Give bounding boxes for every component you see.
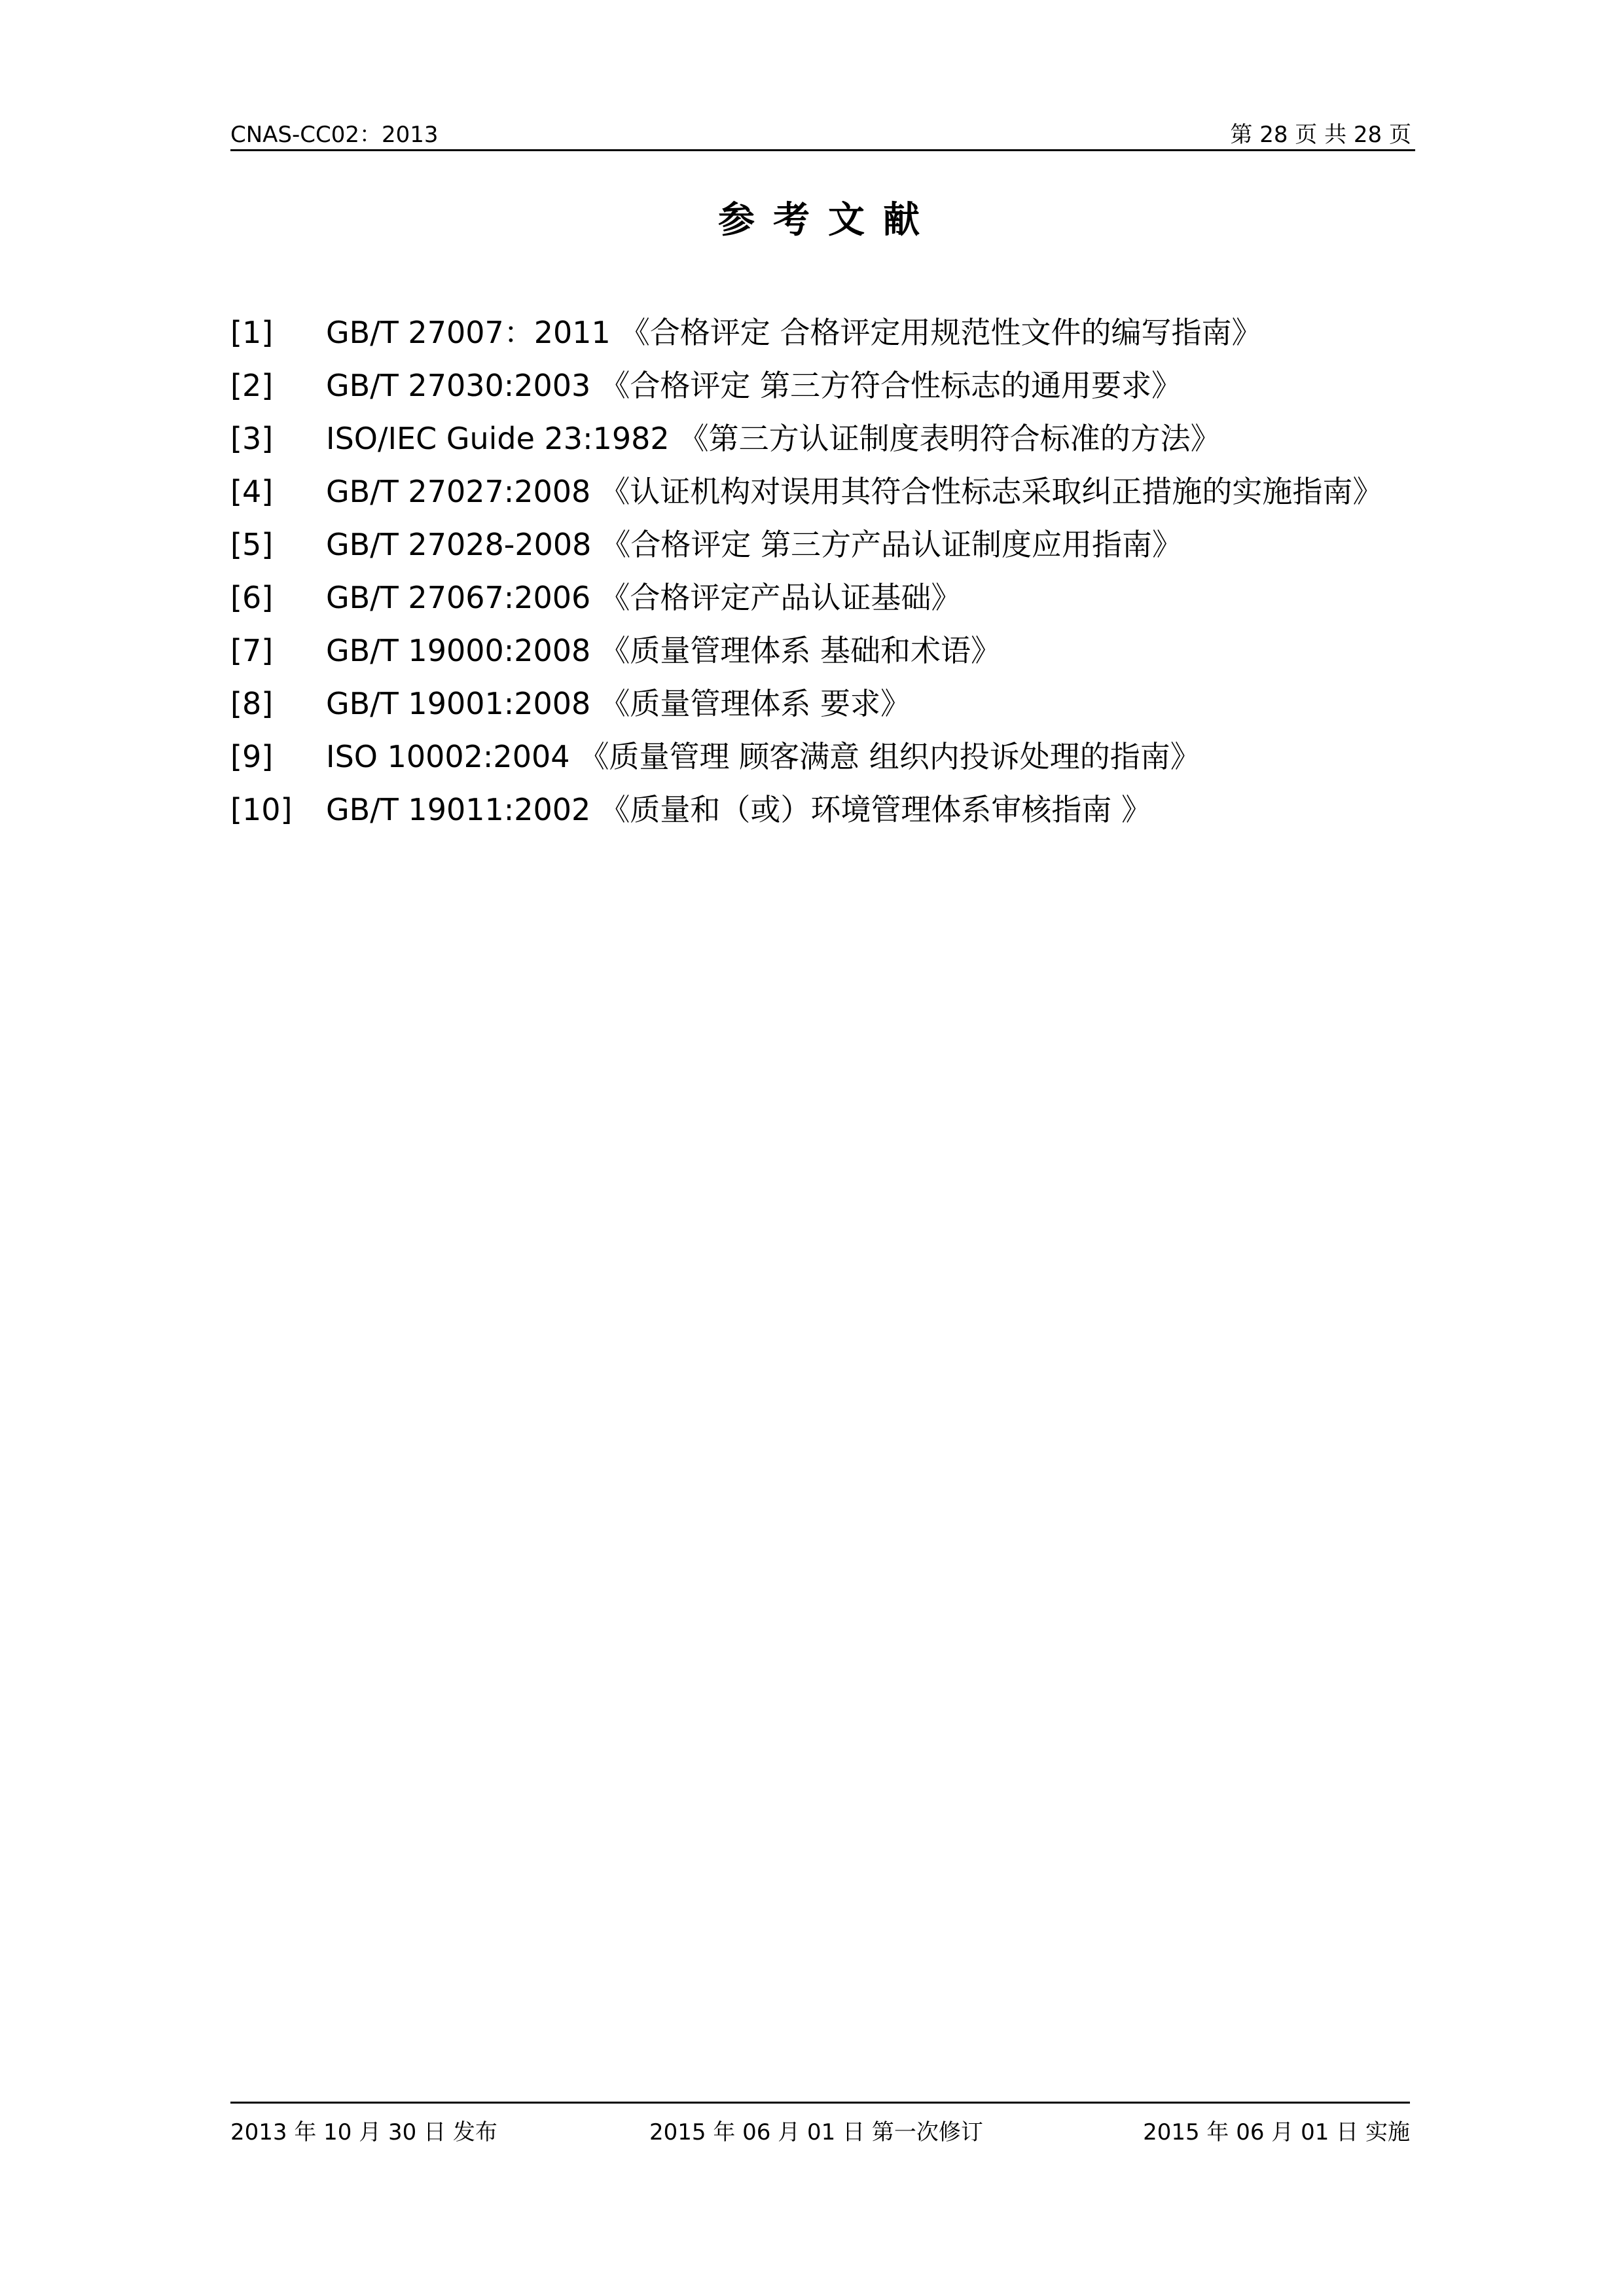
- reference-number: [6]: [230, 580, 274, 615]
- reference-title: 《质量和（或）环境管理体系审核指南 》: [600, 792, 1151, 827]
- reference-standard-code: GB/T 27007：2011: [326, 315, 611, 350]
- reference-number: [3]: [230, 421, 274, 456]
- reference-standard-code: GB/T 27030:2003: [326, 368, 591, 403]
- document-code: CNAS-CC02：2013: [230, 122, 439, 148]
- reference-standard-code: ISO/IEC Guide 23:1982: [326, 421, 670, 456]
- reference-item: [230, 414, 1448, 467]
- page-header: [230, 113, 1415, 151]
- reference-item: [230, 732, 1448, 785]
- reference-title: 《质量管理体系 要求》: [600, 686, 911, 721]
- reference-code: [326, 785, 1151, 834]
- reference-number: [8]: [230, 686, 274, 721]
- reference-item: [230, 573, 1448, 626]
- reference-item: [230, 308, 1448, 361]
- reference-number: [2]: [230, 368, 274, 403]
- page-title: 参考文献: [718, 199, 938, 242]
- reference-code: [326, 732, 1200, 781]
- reference-code: [326, 626, 1001, 675]
- reference-item: [230, 785, 1448, 838]
- revision-date: 2015 年 06 月 01 日 第一次修订: [649, 2119, 983, 2145]
- reference-title: 《合格评定 第三方产品认证制度应用指南》: [600, 527, 1183, 562]
- reference-number: [5]: [230, 527, 274, 562]
- reference-standard-code: GB/T 19001:2008: [326, 686, 591, 721]
- reference-title: 《质量管理体系 基础和术语》: [600, 633, 1001, 668]
- reference-number: [4]: [230, 474, 274, 509]
- reference-code: [326, 573, 961, 622]
- reference-number: [10]: [230, 792, 293, 827]
- reference-code: [326, 467, 1382, 516]
- reference-standard-code: GB/T 27028-2008: [326, 527, 592, 562]
- reference-title: 《认证机构对误用其符合性标志采取纠正措施的实施指南》: [600, 474, 1383, 509]
- reference-code: [326, 361, 1182, 410]
- reference-number: [1]: [230, 315, 274, 350]
- reference-item: [230, 361, 1448, 414]
- page-number: 第 28 页 共 28 页: [1230, 122, 1411, 148]
- reference-item: [230, 679, 1448, 732]
- reference-list: [230, 308, 1448, 838]
- reference-code: [326, 414, 1221, 463]
- reference-standard-code: GB/T 19011:2002: [326, 792, 591, 827]
- reference-number: [7]: [230, 633, 274, 668]
- reference-item: [230, 626, 1448, 679]
- reference-item: [230, 520, 1448, 573]
- reference-code: [326, 520, 1182, 569]
- reference-title: 《质量管理 顾客满意 组织内投诉处理的指南》: [579, 739, 1200, 774]
- reference-title: 《合格评定 合格评定用规范性文件的编写指南》: [619, 315, 1262, 350]
- reference-standard-code: GB/T 19000:2008: [326, 633, 591, 668]
- reference-code: [326, 308, 1261, 357]
- reference-standard-code: GB/T 27027:2008: [326, 474, 591, 509]
- page-footer: [230, 2102, 1410, 2143]
- implementation-date: 2015 年 06 月 01 日 实施: [1143, 2119, 1410, 2145]
- reference-standard-code: GB/T 27067:2006: [326, 580, 591, 615]
- reference-item: [230, 467, 1448, 520]
- reference-code: [326, 679, 911, 728]
- issue-date: 2013 年 10 月 30 日 发布: [230, 2119, 497, 2145]
- reference-title: 《合格评定产品认证基础》: [600, 580, 962, 615]
- reference-number: [9]: [230, 739, 274, 774]
- reference-title: 《第三方认证制度表明符合标准的方法》: [678, 421, 1221, 456]
- reference-standard-code: ISO 10002:2004: [326, 739, 570, 774]
- reference-title: 《合格评定 第三方符合性标志的通用要求》: [600, 368, 1182, 403]
